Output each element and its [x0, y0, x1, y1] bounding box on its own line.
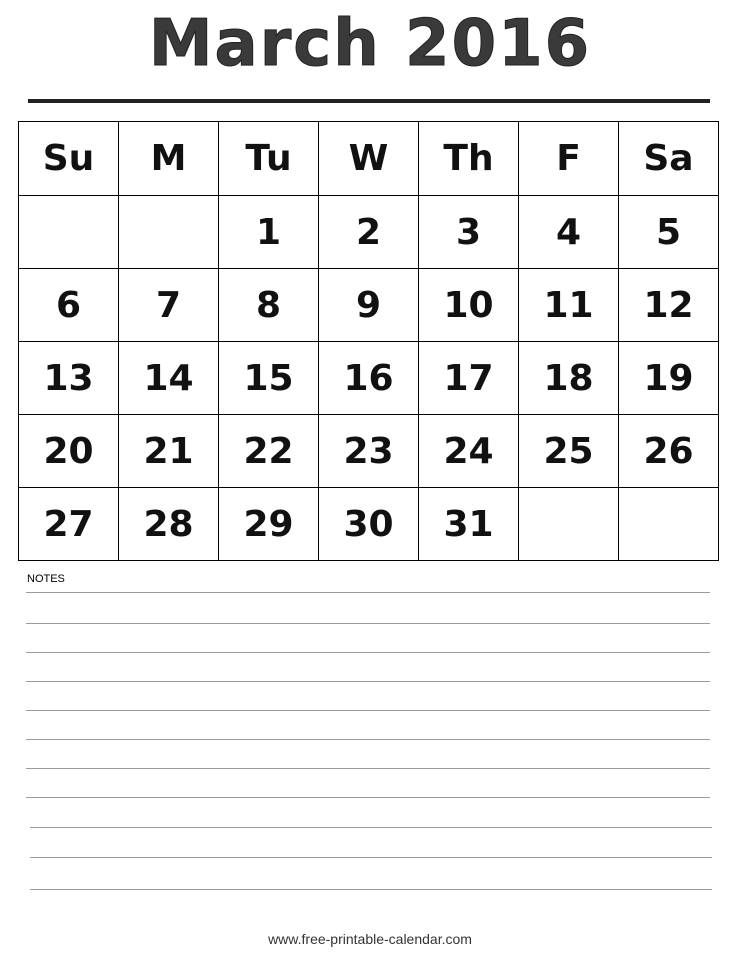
weekday-thursday: Th: [419, 122, 519, 196]
day-cell: 24: [419, 415, 519, 488]
day-cell: 7: [119, 269, 219, 342]
calendar-title: March 2016: [148, 7, 592, 81]
day-cell: 21: [119, 415, 219, 488]
note-line: [26, 710, 710, 711]
weekday-friday: F: [519, 122, 619, 196]
note-line: [30, 827, 712, 828]
weekday-wednesday: W: [319, 122, 419, 196]
day-cell: 17: [419, 342, 519, 415]
weekday-header-row: [19, 122, 719, 196]
day-cell: 16: [319, 342, 419, 415]
day-cell: 29: [219, 488, 319, 561]
day-cell: 25: [519, 415, 619, 488]
day-cell: 13: [19, 342, 119, 415]
weekday-tuesday: Tu: [219, 122, 319, 196]
day-cell: [519, 488, 619, 561]
week-row: [19, 415, 719, 488]
day-cell: [619, 488, 719, 561]
day-cell: 14: [119, 342, 219, 415]
day-cell: [119, 196, 219, 269]
day-cell: [19, 196, 119, 269]
day-cell: 2: [319, 196, 419, 269]
day-cell: 12: [619, 269, 719, 342]
note-line: [26, 739, 710, 740]
day-cell: 4: [519, 196, 619, 269]
day-cell: 30: [319, 488, 419, 561]
note-line: [26, 681, 710, 682]
footer-url: www.free-printable-calendar.com: [268, 931, 472, 947]
weekday-saturday: Sa: [619, 122, 719, 196]
notes-label: NOTES: [27, 573, 65, 585]
note-line: [26, 797, 710, 798]
day-cell: 20: [19, 415, 119, 488]
weekday-sunday: Su: [19, 122, 119, 196]
day-cell: 15: [219, 342, 319, 415]
week-row: [19, 269, 719, 342]
note-line: [26, 592, 710, 593]
note-line: [26, 768, 710, 769]
note-line: [30, 857, 712, 858]
day-cell: 5: [619, 196, 719, 269]
day-cell: 11: [519, 269, 619, 342]
note-line: [30, 889, 712, 890]
day-cell: 3: [419, 196, 519, 269]
day-cell: 26: [619, 415, 719, 488]
week-row: [19, 342, 719, 415]
day-cell: 31: [419, 488, 519, 561]
day-cell: 28: [119, 488, 219, 561]
day-cell: 1: [219, 196, 319, 269]
day-cell: 19: [619, 342, 719, 415]
day-cell: 22: [219, 415, 319, 488]
weekday-monday: M: [119, 122, 219, 196]
calendar-grid: [18, 121, 719, 561]
week-row: [19, 196, 719, 269]
day-cell: 23: [319, 415, 419, 488]
day-cell: 9: [319, 269, 419, 342]
note-line: [26, 652, 710, 653]
day-cell: 18: [519, 342, 619, 415]
day-cell: 8: [219, 269, 319, 342]
note-line: [26, 623, 710, 624]
day-cell: 10: [419, 269, 519, 342]
week-row: [19, 488, 719, 561]
title-divider: [28, 99, 710, 103]
day-cell: 6: [19, 269, 119, 342]
day-cell: 27: [19, 488, 119, 561]
